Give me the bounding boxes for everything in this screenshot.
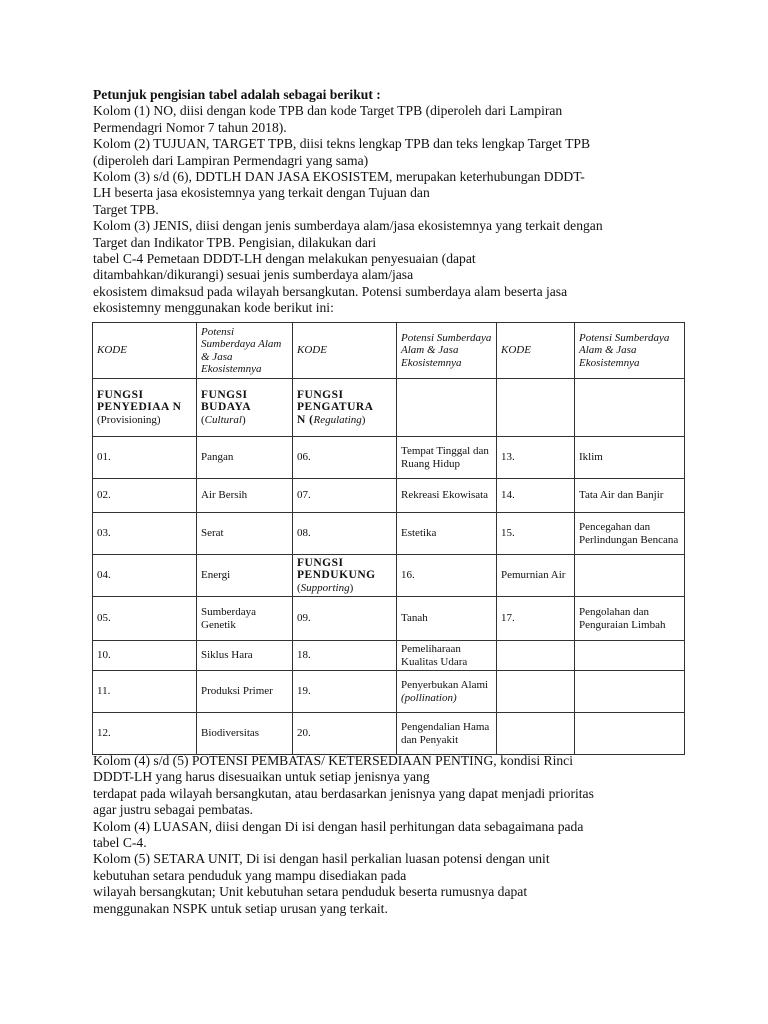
header-kode: KODE <box>93 323 197 379</box>
outro-line: tabel C-4. <box>93 835 147 851</box>
table-cell: Pengolahan dan Penguraian Limbah <box>575 597 685 641</box>
fungsi-pengaturan-tail: N ( <box>297 413 314 426</box>
table-cell <box>397 671 497 713</box>
table-cell <box>497 641 575 671</box>
outro-line: DDDT-LH yang harus disesuaikan untuk setiap jenisnya yang <box>93 769 430 785</box>
table-cell <box>497 713 575 755</box>
table-cell: 14. <box>497 479 575 513</box>
outro-text <box>93 753 693 917</box>
table-row <box>93 555 685 597</box>
table-cell <box>575 671 685 713</box>
table-cell: 12. <box>93 713 197 755</box>
table-cell: Pengendalian Hama dan Penyakit <box>397 713 497 755</box>
table-cell: Sumberdaya Genetik <box>197 597 293 641</box>
table-cell: 10. <box>93 641 197 671</box>
fungsi-pendukung-cell <box>293 555 397 597</box>
table-row <box>93 597 685 641</box>
outro-line: menggunakan NSPK untuk setiap urusan yang terkait. <box>93 900 388 916</box>
table-cell <box>497 379 575 437</box>
table-cell: 19. <box>293 671 397 713</box>
table-cell <box>575 641 685 671</box>
table-cell: 15. <box>497 513 575 555</box>
table-cell: 18. <box>293 641 397 671</box>
table-cell: 05. <box>93 597 197 641</box>
table-row <box>93 641 685 671</box>
intro-line: Kolom (1) NO, diisi dengan kode TPB dan kode Target TPB (diperoleh dari Lampiran <box>93 103 563 119</box>
table-cell: Estetika <box>397 513 497 555</box>
outro-line: agar justru sebagai pembatas. <box>93 802 254 818</box>
fungsi-penyediaan-sub: (Provisioning) <box>97 413 161 426</box>
table-cell: 01. <box>93 437 197 479</box>
table-cell: Rekreasi Ekowisata <box>397 479 497 513</box>
outro-line: kebutuhan setara penduduk yang mampu disediakan pada <box>93 867 407 883</box>
outro-line: Kolom (5) SETARA UNIT, Di isi dengan hasil perkalian luasan potensi dengan unit <box>93 851 550 867</box>
table-cell: Iklim <box>575 437 685 479</box>
table-cell: Pemurnian Air <box>497 555 575 597</box>
pollination-note: (pollination) <box>401 691 457 704</box>
table-row <box>93 379 685 437</box>
table-row <box>93 713 685 755</box>
intro-line: Target TPB. <box>93 201 159 217</box>
table-cell: 03. <box>93 513 197 555</box>
table-cell: 06. <box>293 437 397 479</box>
intro-text <box>93 87 693 317</box>
table-cell: Produksi Primer <box>197 671 293 713</box>
fungsi-budaya-sub-wrap: (Cultural) <box>201 413 246 426</box>
fungsi-pengaturan-sub: Regulating <box>313 413 362 426</box>
fungsi-budaya: FUNGSI BUDAYA <box>201 388 252 414</box>
table-cell: Tempat Tinggal dan Ruang Hidup <box>397 437 497 479</box>
fungsi-budaya-cell <box>197 379 293 437</box>
header-kode: KODE <box>293 323 397 379</box>
intro-line: Permendagri Nomor 7 tahun 2018). <box>93 119 287 135</box>
table-row <box>93 513 685 555</box>
fungsi-pendukung-sub-wrap: (Supporting) <box>297 581 354 594</box>
table-row <box>93 479 685 513</box>
fungsi-pengaturan: FUNGSI PENGATURA <box>297 388 374 414</box>
table-header-row <box>93 323 685 379</box>
intro-line: Kolom (3) JENIS, diisi dengan jenis sumberdaya alam/jasa ekosistemnya yang terkait dengan <box>93 218 603 234</box>
table-cell: Pangan <box>197 437 293 479</box>
table-cell: 20. <box>293 713 397 755</box>
table-cell: 17. <box>497 597 575 641</box>
intro-line: ekosistemny menggunakan kode berikut ini: <box>93 300 334 316</box>
table-cell: Tanah <box>397 597 497 641</box>
table-row <box>93 671 685 713</box>
table-cell: Pemeliharaan Kualitas Udara <box>397 641 497 671</box>
header-potensi: Potensi Sumberdaya Alam & Jasa Ekosistemnya <box>197 323 293 379</box>
fungsi-penyediaan: FUNGSI PENYEDIAA N <box>97 388 182 414</box>
header-potensi: Potensi Sumberdaya Alam & Jasa Ekosistemnya <box>397 323 497 379</box>
table-cell: 02. <box>93 479 197 513</box>
fungsi-pendukung-sub: Supporting <box>300 581 350 594</box>
table-cell-text: Penyerbukan Alami <box>401 679 489 692</box>
outro-line: Kolom (4) s/d (5) POTENSI PEMBATAS/ KETERSEDIAAN PENTING, kondisi Rinci <box>93 753 573 768</box>
table-cell: 08. <box>293 513 397 555</box>
table-cell <box>575 555 685 597</box>
fungsi-pendukung: FUNGSI PENDUKUNG <box>297 556 376 582</box>
table-cell: Biodiversitas <box>197 713 293 755</box>
fungsi-budaya-sub: Cultural <box>204 413 242 426</box>
table-cell <box>497 671 575 713</box>
table-cell: Tata Air dan Banjir <box>575 479 685 513</box>
intro-heading: Petunjuk pengisian tabel adalah sebagai berikut : <box>93 87 381 102</box>
header-potensi: Potensi Sumberdaya Alam & Jasa Ekosistemnya <box>575 323 685 379</box>
ecosystem-code-table <box>92 322 685 755</box>
intro-line: ditambahkan/dikurangi) sesuai jenis sumberdaya alam/jasa <box>93 267 414 283</box>
table-cell: Serat <box>197 513 293 555</box>
intro-line: Kolom (2) TUJUAN, TARGET TPB, diisi tekns lengkap TPB dan teks lengkap Target TPB <box>93 136 591 152</box>
table-cell: 16. <box>397 555 497 597</box>
table-cell <box>575 713 685 755</box>
header-kode: KODE <box>497 323 575 379</box>
table-cell <box>575 379 685 437</box>
intro-line: (diperoleh dari Lampiran Permendagri yang sama) <box>93 152 369 168</box>
table-cell: 04. <box>93 555 197 597</box>
table-cell: Pencegahan dan Perlindungan Bencana <box>575 513 685 555</box>
table-cell <box>397 379 497 437</box>
intro-line: ekosistem dimaksud pada wilayah bersangkutan. Potensi sumberdaya alam beserta jasa <box>93 283 568 299</box>
table-row <box>93 437 685 479</box>
table-cell: Air Bersih <box>197 479 293 513</box>
table-cell: Energi <box>197 555 293 597</box>
fungsi-pengaturan-sub-wrap: N (Regulating) <box>297 413 366 426</box>
table-cell: 07. <box>293 479 397 513</box>
table-cell: 13. <box>497 437 575 479</box>
intro-line: LH beserta jasa ekosistemnya yang terkait dengan Tujuan dan <box>93 185 430 201</box>
table-cell: 11. <box>93 671 197 713</box>
fungsi-pengaturan-cell <box>293 379 397 437</box>
outro-line: Kolom (4) LUASAN, diisi dengan Di isi dengan hasil perhitungan data sebagaimana pada <box>93 818 584 834</box>
fungsi-penyediaan-cell <box>93 379 197 437</box>
outro-line: terdapat pada wilayah bersangkutan, atau berdasarkan jenisnya yang dapat menjadi prioritas <box>93 785 594 801</box>
intro-line: Kolom (3) s/d (6), DDTLH DAN JASA EKOSISTEM, merupakan keterhubungan DDDT- <box>93 169 585 185</box>
table-cell: Siklus Hara <box>197 641 293 671</box>
outro-line: wilayah bersangkutan; Unit kebutuhan setara penduduk beserta rumusnya dapat <box>93 884 528 900</box>
table-cell: 09. <box>293 597 397 641</box>
intro-line: Target dan Indikator TPB. Pengisian, dilakukan dari <box>93 234 377 250</box>
intro-line: tabel C-4 Pemetaan DDDT-LH dengan melakukan penyesuaian (dapat <box>93 251 476 267</box>
